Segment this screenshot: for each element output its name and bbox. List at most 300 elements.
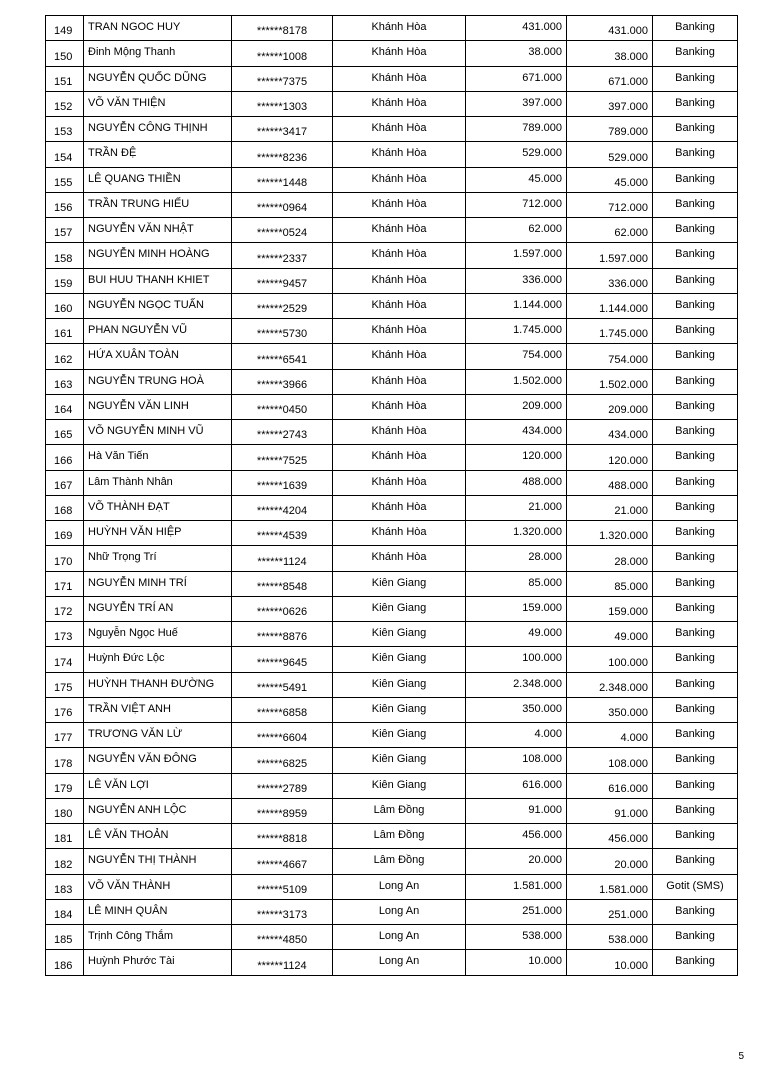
- province-cell: Khánh Hòa: [333, 445, 466, 470]
- province-cell: Kiên Giang: [333, 672, 466, 697]
- recipient-name-cell: VÕ THÀNH ĐẠT: [84, 495, 232, 520]
- account-number-cell: ******1639: [232, 470, 333, 495]
- recipient-name-cell: NGUYỄN MINH TRÍ: [84, 571, 232, 596]
- payment-method-cell: Banking: [653, 647, 738, 672]
- recipient-name-cell: VÕ NGUYỄN MINH VŨ: [84, 420, 232, 445]
- row-number-cell: 172: [46, 596, 84, 621]
- amount-cell: 1.745.000: [466, 319, 567, 344]
- row-number-cell: 155: [46, 167, 84, 192]
- recipient-name-cell: NGUYỄN VĂN ĐÔNG: [84, 748, 232, 773]
- table-row: [46, 142, 738, 167]
- table-row: [46, 899, 738, 924]
- paid-amount-cell: 108.000: [567, 748, 653, 773]
- row-number-cell: 150: [46, 41, 84, 66]
- province-cell: Khánh Hòa: [333, 41, 466, 66]
- row-number-cell: 184: [46, 899, 84, 924]
- paid-amount-cell: 488.000: [567, 470, 653, 495]
- table-row: [46, 521, 738, 546]
- row-number-cell: 182: [46, 849, 84, 874]
- paid-amount-cell: 1.581.000: [567, 874, 653, 899]
- row-number-cell: 159: [46, 268, 84, 293]
- table-row: [46, 874, 738, 899]
- payment-method-cell: Banking: [653, 622, 738, 647]
- paid-amount-cell: 20.000: [567, 849, 653, 874]
- paid-amount-cell: 789.000: [567, 117, 653, 142]
- province-cell: Khánh Hòa: [333, 344, 466, 369]
- row-number-cell: 173: [46, 622, 84, 647]
- account-number-cell: ******0524: [232, 218, 333, 243]
- payment-method-cell: Banking: [653, 723, 738, 748]
- province-cell: Kiên Giang: [333, 596, 466, 621]
- province-cell: Kiên Giang: [333, 697, 466, 722]
- account-number-cell: ******2337: [232, 243, 333, 268]
- paid-amount-cell: 38.000: [567, 41, 653, 66]
- amount-cell: 538.000: [466, 925, 567, 950]
- table-row: [46, 243, 738, 268]
- payment-method-cell: Banking: [653, 824, 738, 849]
- row-number-cell: 176: [46, 697, 84, 722]
- recipient-name-cell: HUỲNH THANH ĐƯỜNG: [84, 672, 232, 697]
- province-cell: Khánh Hòa: [333, 521, 466, 546]
- row-number-cell: 149: [46, 16, 84, 41]
- recipient-name-cell: NGUYỄN ANH LỘC: [84, 798, 232, 823]
- province-cell: Kiên Giang: [333, 647, 466, 672]
- recipient-name-cell: NGUYỄN QUỐC DŨNG: [84, 66, 232, 91]
- recipient-name-cell: TRẦN TRUNG HIẾU: [84, 192, 232, 217]
- row-number-cell: 171: [46, 571, 84, 596]
- payment-method-cell: Banking: [653, 445, 738, 470]
- province-cell: Khánh Hòa: [333, 66, 466, 91]
- table-row: [46, 697, 738, 722]
- amount-cell: 45.000: [466, 167, 567, 192]
- row-number-cell: 186: [46, 950, 84, 975]
- recipient-name-cell: LÊ VĂN LỢI: [84, 773, 232, 798]
- amount-cell: 434.000: [466, 420, 567, 445]
- amount-cell: 120.000: [466, 445, 567, 470]
- amount-cell: 488.000: [466, 470, 567, 495]
- account-number-cell: ******6541: [232, 344, 333, 369]
- recipient-name-cell: Nguyễn Ngọc Huế: [84, 622, 232, 647]
- payment-method-cell: Gotit (SMS): [653, 874, 738, 899]
- paid-amount-cell: 754.000: [567, 344, 653, 369]
- payment-method-cell: Banking: [653, 925, 738, 950]
- payment-method-cell: Banking: [653, 672, 738, 697]
- recipient-name-cell: NGUYỄN VĂN LINH: [84, 394, 232, 419]
- province-cell: Kiên Giang: [333, 773, 466, 798]
- row-number-cell: 151: [46, 66, 84, 91]
- account-number-cell: ******2529: [232, 293, 333, 318]
- paid-amount-cell: 28.000: [567, 546, 653, 571]
- amount-cell: 251.000: [466, 899, 567, 924]
- amount-cell: 108.000: [466, 748, 567, 773]
- paid-amount-cell: 91.000: [567, 798, 653, 823]
- recipient-name-cell: Huỳnh Phước Tài: [84, 950, 232, 975]
- account-number-cell: ******5109: [232, 874, 333, 899]
- account-number-cell: ******6858: [232, 697, 333, 722]
- account-number-cell: ******1448: [232, 167, 333, 192]
- amount-cell: 1.144.000: [466, 293, 567, 318]
- table-row: [46, 369, 738, 394]
- province-cell: Khánh Hòa: [333, 495, 466, 520]
- amount-cell: 712.000: [466, 192, 567, 217]
- amount-cell: 38.000: [466, 41, 567, 66]
- payment-method-cell: Banking: [653, 798, 738, 823]
- payment-method-cell: Banking: [653, 394, 738, 419]
- province-cell: Khánh Hòa: [333, 243, 466, 268]
- paid-amount-cell: 712.000: [567, 192, 653, 217]
- table-row: [46, 167, 738, 192]
- account-number-cell: ******4850: [232, 925, 333, 950]
- recipient-name-cell: NGUYỄN MINH HOÀNG: [84, 243, 232, 268]
- row-number-cell: 175: [46, 672, 84, 697]
- account-number-cell: ******1008: [232, 41, 333, 66]
- recipient-name-cell: BUI HUU THANH KHIET: [84, 268, 232, 293]
- paid-amount-cell: 1.144.000: [567, 293, 653, 318]
- province-cell: Lâm Đồng: [333, 824, 466, 849]
- payment-method-cell: Banking: [653, 91, 738, 116]
- amount-cell: 91.000: [466, 798, 567, 823]
- province-cell: Lâm Đồng: [333, 849, 466, 874]
- recipient-name-cell: VÕ VĂN THÀNH: [84, 874, 232, 899]
- table-row: [46, 495, 738, 520]
- table-row: [46, 849, 738, 874]
- recipient-name-cell: TRẦN VIỆT ANH: [84, 697, 232, 722]
- amount-cell: 397.000: [466, 91, 567, 116]
- amount-cell: 529.000: [466, 142, 567, 167]
- province-cell: Khánh Hòa: [333, 16, 466, 41]
- recipient-name-cell: NGUYỄN VĂN NHẬT: [84, 218, 232, 243]
- paid-amount-cell: 120.000: [567, 445, 653, 470]
- row-number-cell: 169: [46, 521, 84, 546]
- amount-cell: 1.597.000: [466, 243, 567, 268]
- row-number-cell: 167: [46, 470, 84, 495]
- recipient-name-cell: TRƯƠNG VĂN LỪ: [84, 723, 232, 748]
- paid-amount-cell: 21.000: [567, 495, 653, 520]
- recipient-name-cell: VÕ VĂN THIỆN: [84, 91, 232, 116]
- province-cell: Kiên Giang: [333, 571, 466, 596]
- paid-amount-cell: 2.348.000: [567, 672, 653, 697]
- table-row: [46, 420, 738, 445]
- province-cell: Khánh Hòa: [333, 167, 466, 192]
- province-cell: Khánh Hòa: [333, 293, 466, 318]
- account-number-cell: ******0964: [232, 192, 333, 217]
- payment-method-cell: Banking: [653, 369, 738, 394]
- payment-method-cell: Banking: [653, 773, 738, 798]
- paid-amount-cell: 62.000: [567, 218, 653, 243]
- table-row: [46, 293, 738, 318]
- paid-amount-cell: 10.000: [567, 950, 653, 975]
- table-row: [46, 647, 738, 672]
- paid-amount-cell: 529.000: [567, 142, 653, 167]
- table-row: [46, 723, 738, 748]
- account-number-cell: ******7375: [232, 66, 333, 91]
- amount-cell: 336.000: [466, 268, 567, 293]
- paid-amount-cell: 209.000: [567, 394, 653, 419]
- recipient-name-cell: HỨA XUÂN TOÀN: [84, 344, 232, 369]
- table-row: [46, 622, 738, 647]
- table-row: [46, 66, 738, 91]
- table-row: [46, 824, 738, 849]
- row-number-cell: 174: [46, 647, 84, 672]
- account-number-cell: ******5730: [232, 319, 333, 344]
- recipient-name-cell: NGUYỄN NGỌC TUẤN: [84, 293, 232, 318]
- row-number-cell: 165: [46, 420, 84, 445]
- row-number-cell: 152: [46, 91, 84, 116]
- account-number-cell: ******4204: [232, 495, 333, 520]
- paid-amount-cell: 434.000: [567, 420, 653, 445]
- province-cell: Kiên Giang: [333, 723, 466, 748]
- row-number-cell: 179: [46, 773, 84, 798]
- table-row: [46, 950, 738, 975]
- table-row: [46, 394, 738, 419]
- row-number-cell: 157: [46, 218, 84, 243]
- table-row: [46, 546, 738, 571]
- payment-method-cell: Banking: [653, 697, 738, 722]
- recipient-name-cell: HUỲNH VĂN HIỆP: [84, 521, 232, 546]
- recipient-name-cell: Lâm Thành Nhân: [84, 470, 232, 495]
- recipient-name-cell: NGUYỄN THỊ THÀNH: [84, 849, 232, 874]
- payment-method-cell: Banking: [653, 66, 738, 91]
- account-number-cell: ******3417: [232, 117, 333, 142]
- payment-method-cell: Banking: [653, 950, 738, 975]
- recipient-name-cell: LÊ MINH QUÂN: [84, 899, 232, 924]
- table-row: [46, 571, 738, 596]
- recipient-name-cell: Trịnh Công Thắm: [84, 925, 232, 950]
- recipient-table: [45, 15, 738, 976]
- table-row: [46, 91, 738, 116]
- payment-method-cell: Banking: [653, 495, 738, 520]
- payment-method-cell: Banking: [653, 16, 738, 41]
- province-cell: Lâm Đồng: [333, 798, 466, 823]
- payment-method-cell: Banking: [653, 117, 738, 142]
- row-number-cell: 161: [46, 319, 84, 344]
- amount-cell: 1.320.000: [466, 521, 567, 546]
- amount-cell: 616.000: [466, 773, 567, 798]
- account-number-cell: ******8178: [232, 16, 333, 41]
- payment-method-cell: Banking: [653, 218, 738, 243]
- province-cell: Khánh Hòa: [333, 142, 466, 167]
- row-number-cell: 181: [46, 824, 84, 849]
- recipient-name-cell: NGUYỄN TRÍ AN: [84, 596, 232, 621]
- account-number-cell: ******4667: [232, 849, 333, 874]
- recipient-name-cell: LÊ VĂN THOẢN: [84, 824, 232, 849]
- province-cell: Khánh Hòa: [333, 117, 466, 142]
- paid-amount-cell: 85.000: [567, 571, 653, 596]
- payment-method-cell: Banking: [653, 243, 738, 268]
- account-number-cell: ******6825: [232, 748, 333, 773]
- amount-cell: 350.000: [466, 697, 567, 722]
- paid-amount-cell: 397.000: [567, 91, 653, 116]
- amount-cell: 85.000: [466, 571, 567, 596]
- row-number-cell: 168: [46, 495, 84, 520]
- amount-cell: 49.000: [466, 622, 567, 647]
- table-row: [46, 218, 738, 243]
- payment-method-cell: Banking: [653, 420, 738, 445]
- recipient-name-cell: LÊ QUANG THIỀN: [84, 167, 232, 192]
- table-row: [46, 596, 738, 621]
- account-number-cell: ******9645: [232, 647, 333, 672]
- amount-cell: 754.000: [466, 344, 567, 369]
- payment-method-cell: Banking: [653, 521, 738, 546]
- row-number-cell: 163: [46, 369, 84, 394]
- amount-cell: 431.000: [466, 16, 567, 41]
- row-number-cell: 185: [46, 925, 84, 950]
- paid-amount-cell: 336.000: [567, 268, 653, 293]
- table-body: [46, 16, 738, 976]
- row-number-cell: 183: [46, 874, 84, 899]
- account-number-cell: ******8548: [232, 571, 333, 596]
- province-cell: Khánh Hòa: [333, 470, 466, 495]
- account-number-cell: ******8236: [232, 142, 333, 167]
- row-number-cell: 158: [46, 243, 84, 268]
- row-number-cell: 180: [46, 798, 84, 823]
- amount-cell: 456.000: [466, 824, 567, 849]
- amount-cell: 100.000: [466, 647, 567, 672]
- table-row: [46, 268, 738, 293]
- table-row: [46, 445, 738, 470]
- paid-amount-cell: 1.320.000: [567, 521, 653, 546]
- row-number-cell: 164: [46, 394, 84, 419]
- recipient-name-cell: Hà Văn Tiến: [84, 445, 232, 470]
- payment-method-cell: Banking: [653, 344, 738, 369]
- recipient-name-cell: Huỳnh Đức Lộc: [84, 647, 232, 672]
- amount-cell: 209.000: [466, 394, 567, 419]
- payment-method-cell: Banking: [653, 167, 738, 192]
- table-row: [46, 773, 738, 798]
- province-cell: Khánh Hòa: [333, 192, 466, 217]
- province-cell: Kiên Giang: [333, 748, 466, 773]
- paid-amount-cell: 616.000: [567, 773, 653, 798]
- account-number-cell: ******2789: [232, 773, 333, 798]
- paid-amount-cell: 1.597.000: [567, 243, 653, 268]
- account-number-cell: ******9457: [232, 268, 333, 293]
- province-cell: Khánh Hòa: [333, 218, 466, 243]
- account-number-cell: ******2743: [232, 420, 333, 445]
- paid-amount-cell: 456.000: [567, 824, 653, 849]
- province-cell: Khánh Hòa: [333, 268, 466, 293]
- paid-amount-cell: 45.000: [567, 167, 653, 192]
- table-row: [46, 672, 738, 697]
- account-number-cell: ******3966: [232, 369, 333, 394]
- paid-amount-cell: 431.000: [567, 16, 653, 41]
- payment-method-cell: Banking: [653, 849, 738, 874]
- province-cell: Khánh Hòa: [333, 420, 466, 445]
- payment-method-cell: Banking: [653, 596, 738, 621]
- province-cell: Khánh Hòa: [333, 319, 466, 344]
- account-number-cell: ******0626: [232, 596, 333, 621]
- amount-cell: 4.000: [466, 723, 567, 748]
- amount-cell: 789.000: [466, 117, 567, 142]
- payment-method-cell: Banking: [653, 293, 738, 318]
- amount-cell: 159.000: [466, 596, 567, 621]
- account-number-cell: ******4539: [232, 521, 333, 546]
- amount-cell: 1.502.000: [466, 369, 567, 394]
- payment-method-cell: Banking: [653, 546, 738, 571]
- row-number-cell: 160: [46, 293, 84, 318]
- account-number-cell: ******0450: [232, 394, 333, 419]
- row-number-cell: 154: [46, 142, 84, 167]
- amount-cell: 10.000: [466, 950, 567, 975]
- account-number-cell: ******8818: [232, 824, 333, 849]
- account-number-cell: ******8876: [232, 622, 333, 647]
- paid-amount-cell: 538.000: [567, 925, 653, 950]
- payment-method-cell: Banking: [653, 41, 738, 66]
- table-row: [46, 41, 738, 66]
- recipient-name-cell: NGUYỄN CÔNG THỊNH: [84, 117, 232, 142]
- table-row: [46, 16, 738, 41]
- table-row: [46, 344, 738, 369]
- row-number-cell: 166: [46, 445, 84, 470]
- payment-method-cell: Banking: [653, 748, 738, 773]
- amount-cell: 20.000: [466, 849, 567, 874]
- payment-method-cell: Banking: [653, 899, 738, 924]
- row-number-cell: 178: [46, 748, 84, 773]
- amount-cell: 671.000: [466, 66, 567, 91]
- payment-method-cell: Banking: [653, 268, 738, 293]
- payment-method-cell: Banking: [653, 470, 738, 495]
- row-number-cell: 156: [46, 192, 84, 217]
- amount-cell: 62.000: [466, 218, 567, 243]
- recipient-name-cell: PHAN NGUYỄN VŨ: [84, 319, 232, 344]
- province-cell: Long An: [333, 899, 466, 924]
- paid-amount-cell: 4.000: [567, 723, 653, 748]
- account-number-cell: ******8959: [232, 798, 333, 823]
- row-number-cell: 162: [46, 344, 84, 369]
- paid-amount-cell: 159.000: [567, 596, 653, 621]
- province-cell: Khánh Hòa: [333, 394, 466, 419]
- table-row: [46, 117, 738, 142]
- page-number: 5: [738, 1051, 744, 1062]
- amount-cell: 2.348.000: [466, 672, 567, 697]
- table-row: [46, 319, 738, 344]
- province-cell: Long An: [333, 925, 466, 950]
- row-number-cell: 177: [46, 723, 84, 748]
- table-row: [46, 925, 738, 950]
- payment-method-cell: Banking: [653, 192, 738, 217]
- table-row: [46, 192, 738, 217]
- recipient-name-cell: Nhữ Trọng Trí: [84, 546, 232, 571]
- paid-amount-cell: 49.000: [567, 622, 653, 647]
- payment-method-cell: Banking: [653, 571, 738, 596]
- payment-method-cell: Banking: [653, 319, 738, 344]
- table-row: [46, 748, 738, 773]
- recipient-name-cell: TRẦN ĐỆ: [84, 142, 232, 167]
- province-cell: Long An: [333, 950, 466, 975]
- paid-amount-cell: 671.000: [567, 66, 653, 91]
- row-number-cell: 153: [46, 117, 84, 142]
- table-row: [46, 798, 738, 823]
- row-number-cell: 170: [46, 546, 84, 571]
- paid-amount-cell: 1.745.000: [567, 319, 653, 344]
- account-number-cell: ******6604: [232, 723, 333, 748]
- paid-amount-cell: 100.000: [567, 647, 653, 672]
- province-cell: Khánh Hòa: [333, 369, 466, 394]
- province-cell: Kiên Giang: [333, 622, 466, 647]
- amount-cell: 1.581.000: [466, 874, 567, 899]
- account-number-cell: ******3173: [232, 899, 333, 924]
- province-cell: Khánh Hòa: [333, 546, 466, 571]
- province-cell: Khánh Hòa: [333, 91, 466, 116]
- amount-cell: 28.000: [466, 546, 567, 571]
- paid-amount-cell: 1.502.000: [567, 369, 653, 394]
- paid-amount-cell: 350.000: [567, 697, 653, 722]
- recipient-name-cell: TRAN NGOC HUY: [84, 16, 232, 41]
- table-row: [46, 470, 738, 495]
- paid-amount-cell: 251.000: [567, 899, 653, 924]
- amount-cell: 21.000: [466, 495, 567, 520]
- account-number-cell: ******1124: [232, 950, 333, 975]
- recipient-name-cell: Đinh Mộng Thanh: [84, 41, 232, 66]
